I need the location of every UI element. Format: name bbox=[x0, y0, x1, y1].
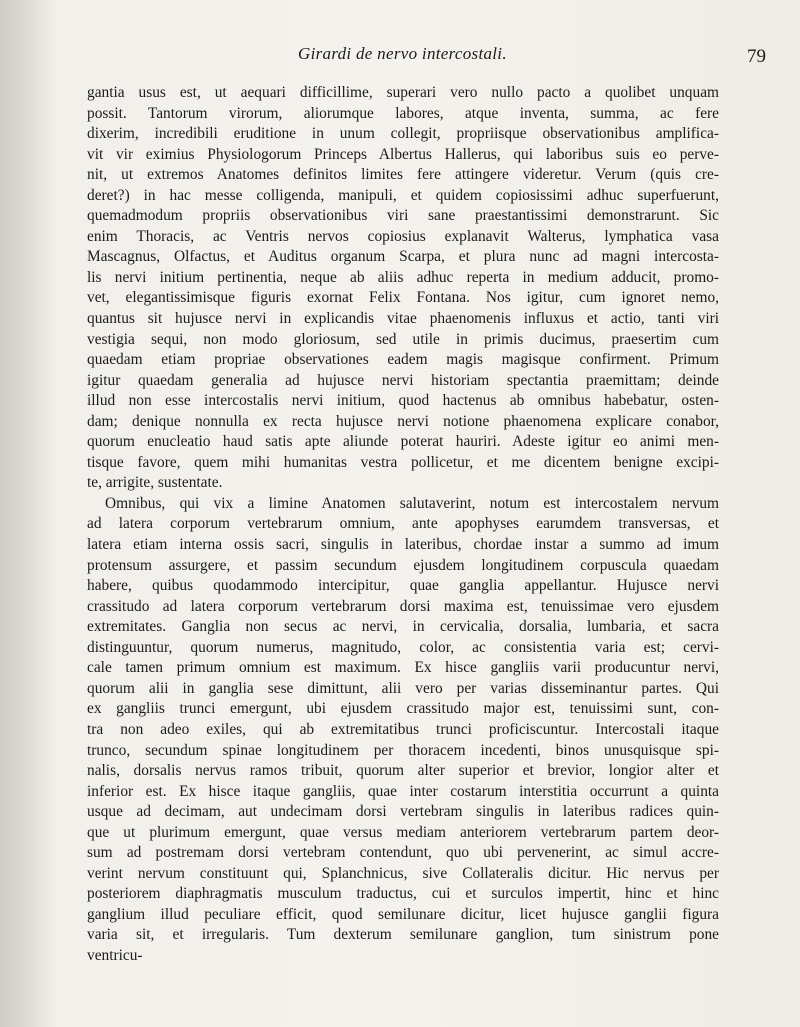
text-line: varia sit, et irregularis. Tum dexterum semilunare ganglion, tum sinistrum pone bbox=[87, 926, 719, 944]
text-line: quorum enucleatio haud satis apte aliunde poterat hauriri. Adeste igitur eo animi men- bbox=[87, 433, 719, 451]
text-line: distinguuntur, quorum numerus, magnitudo, color, ac consistentia varia est; cervi- bbox=[87, 638, 719, 656]
body-text bbox=[87, 83, 719, 967]
text-line: cale tamen primum omnium est maximum. Ex hisce gangliis varii producuntur nervi, bbox=[87, 659, 719, 677]
text-line: crassitudo ad latera corporum vertebrarum dorsi maxima est, tenuissimae vero ejusdem bbox=[87, 597, 719, 615]
paragraph bbox=[87, 494, 719, 967]
text-line: dam; denique nonnulla ex recta hujusce nervi notione phaenomena explicare conabor, bbox=[87, 412, 719, 430]
page-gutter-shadow bbox=[0, 0, 58, 1027]
text-line: latera etiam interna ossis sacri, singulis in lateribus, chordae instar a summo ad imum bbox=[87, 536, 719, 554]
text-line: protensum assurgere, et passim secundum ejusdem longitudinem corpuscula quaedam bbox=[87, 556, 719, 574]
text-line: Omnibus, qui vix a limine Anatomen salutaverint, notum est intercostalem nervum bbox=[105, 494, 719, 512]
text-line: Mascagnus, Olfactus, et Auditus organum Scarpa, et plura nunc ad magni intercosta- bbox=[87, 248, 719, 266]
text-line: extremitates. Ganglia non secus ac nervi, in cervicalia, dorsalia, lumbaria, et sacra bbox=[87, 618, 719, 636]
text-line: quantus sit hujusce nervi in explicandis vitae phaenomenis influxus et actio, tanti viri bbox=[87, 310, 719, 328]
text-line: trunco, secundum spinae longitudinem per thoracem incedenti, binos unusquisque spi- bbox=[87, 741, 719, 759]
text-line: vet, elegantissimisque figuris exornat Felix Fontana. Nos igitur, cum ignoret nemo, bbox=[87, 289, 719, 307]
text-line: enim Thoracis, ac Ventris nervos copiosius explanavit Walterus, lymphatica vasa bbox=[87, 227, 719, 245]
paragraph bbox=[87, 83, 719, 494]
text-line: ad latera corporum vertebrarum omnium, ante apophyses earumdem transversas, et bbox=[87, 515, 719, 533]
text-line: habere, quibus quodammodo intercipitur, quae ganglia appellantur. Hujusce nervi bbox=[87, 577, 719, 595]
text-line: nit, ut extremos Anatomes definitos limites fere attingere videretur. Verum (quis cre- bbox=[87, 166, 719, 184]
text-line: tisque favore, quem mihi humanitas vestra pollicetur, et me dicentem benigne excipi- bbox=[87, 453, 719, 471]
text-line: tra non adeo exiles, qui ab extremitatibus trunci proficiscuntur. Intercostali itaque bbox=[87, 720, 719, 738]
text-line: possit. Tantorum virorum, aliorumque labores, atque inventa, summa, ac fere bbox=[87, 104, 719, 122]
text-line: que ut plurimum emergunt, quae versus mediam anteriorem vertebrarum partem deor- bbox=[87, 823, 719, 841]
text-line: illud non esse intercostalis nervi initium, quod hactenus ab omnibus habebatur, osten- bbox=[87, 392, 719, 410]
text-line: inferior est. Ex hisce itaque gangliis, quae inter costarum interstitia occurrunt a quinta bbox=[87, 782, 719, 800]
text-line: ex gangliis trunci emergunt, ubi ejusdem crassitudo major est, tenuissimi sunt, con- bbox=[87, 700, 719, 718]
running-title: Girardi de nervo intercostali. bbox=[298, 44, 507, 63]
text-line: nalis, dorsalis nervus ramos tribuit, quorum alter superior et brevior, longior alter et bbox=[87, 762, 719, 780]
text-line: quemadmodum propriis observationibus viri sane praestantissimi demonstrarunt. Sic bbox=[87, 207, 719, 225]
text-line: verint nervum constituunt qui, Splanchnicus, sive Collateralis dicitur. Hic nervus per bbox=[87, 864, 719, 882]
text-line: te, arrigite, sustentate. bbox=[87, 474, 223, 492]
text-line: deret?) in hac messe colligenda, manipuli, et quidem copiosissimi adhuc superfuerunt, bbox=[87, 186, 719, 204]
page-number: 79 bbox=[747, 46, 766, 67]
text-line: posteriorem diaphragmatis musculum traductus, cui et surculos impertit, hinc et hinc bbox=[87, 885, 719, 903]
text-line: vit vir eximius Physiologorum Princeps Albertus Hallerus, qui laboribus suis eo perve- bbox=[87, 145, 719, 163]
text-line: lis nervi initium pertinentia, neque ab aliis adhuc reperta in medium adducit, promo- bbox=[87, 268, 719, 286]
text-line: quaedam etiam propriae observationes eadem magis magisque confirment. Primum bbox=[87, 351, 719, 369]
text-line: dixerim, incredibili eruditione in unum collegit, propriisque observationibus amplifica- bbox=[87, 125, 719, 143]
text-line: quorum alii in ganglia sese dimittunt, alii vero per varias disseminantur partes. Qui bbox=[87, 679, 719, 697]
text-line: ganglium illud peculiare efficit, quod semilunare dicitur, licet hujusce ganglii figura bbox=[87, 905, 719, 923]
text-line: sum ad postremam dorsi vertebram contendunt, quo ubi pervenerint, ac simul accre- bbox=[87, 844, 719, 862]
text-line: vestigia sequi, non modo gloriosum, sed utile in primis ducimus, praesertim cum bbox=[87, 330, 719, 348]
text-line: ventricu- bbox=[87, 946, 143, 964]
text-line: igitur quaedam generalia ad hujusce nervi historiam spectantia praemittam; deinde bbox=[87, 371, 719, 389]
text-line: usque ad decimam, aut undecimam dorsi vertebram singulis in lateribus radices quin- bbox=[87, 803, 719, 821]
text-line: gantia usus est, ut aequari difficillime, superari vero nullo pacto a quolibet unquam bbox=[87, 84, 719, 101]
